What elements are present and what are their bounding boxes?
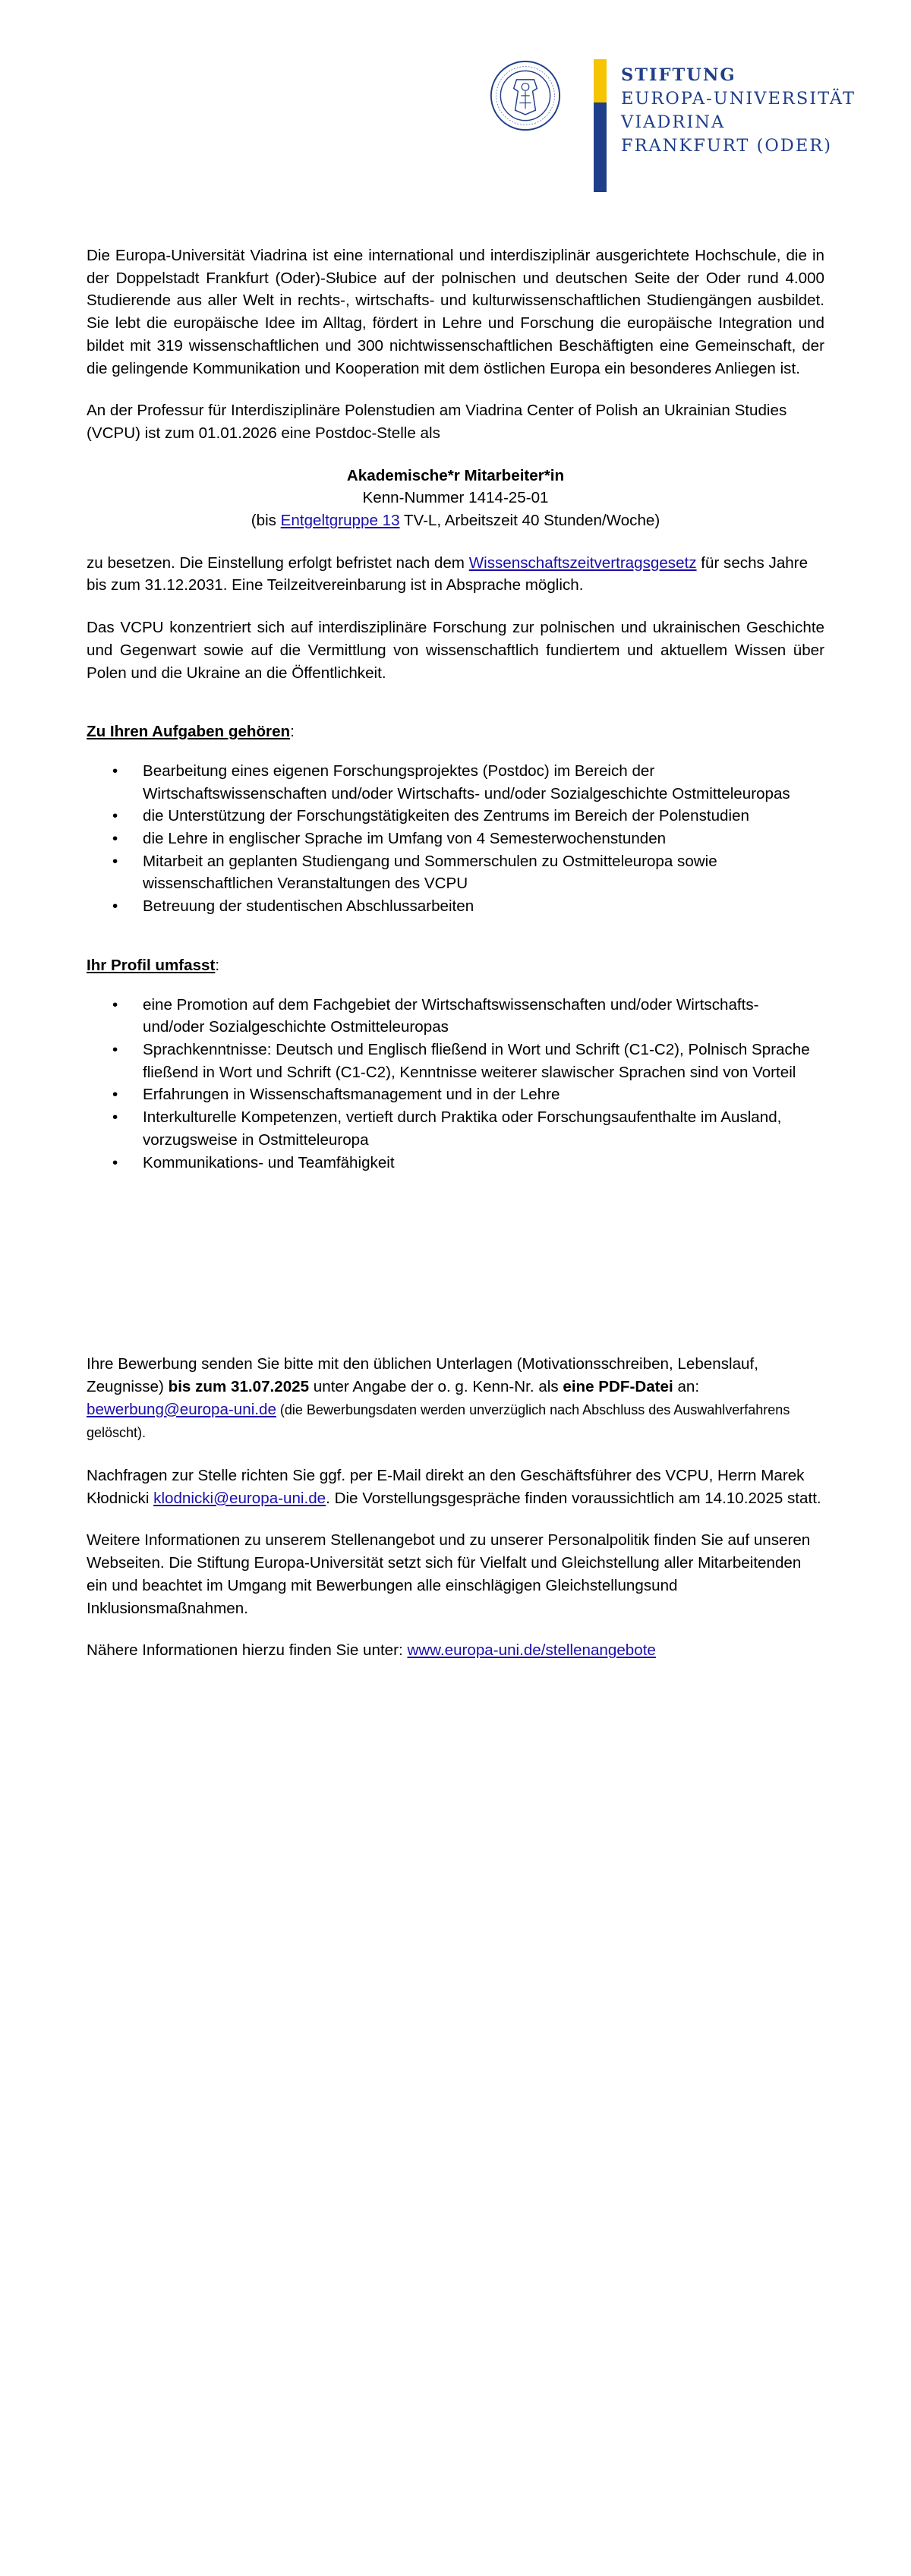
list-item: • Betreuung der studentischen Abschlussarbeiten: [87, 895, 824, 918]
diversity-paragraph: Weitere Informationen zu unserem Stellenangebot und zu unserer Personalpolitik finden Sie auf unseren Webseiten. Die Stiftung Europa-Universität setzt sich für Vielfalt und Gleichstellung aller Mitarbeitenden ein und beachtet im Umgang mit Bewerbungen alle einschlägigen Gleichstellungsund Inklusionsmaßnahmen.: [87, 1531, 811, 1617]
logo-wordmark: [621, 64, 856, 158]
university-seal-icon: [489, 59, 562, 132]
profile-heading: Ihr Profil umfasst:: [87, 956, 220, 974]
position-kenn-number: Kenn-Nummer 1414-25-01: [362, 489, 549, 507]
job-offers-link[interactable]: www.europa-uni.de/stellenangebote: [407, 1641, 656, 1660]
list-item: • Mitarbeit an geplanten Studiengang und Sommerschulen zu Ostmitteleuropa sowie wissenschaftlichen Veranstaltungen des VCPU: [87, 850, 824, 895]
list-item: • Erfahrungen in Wissenschaftsmanagement und in der Lehre: [87, 1083, 824, 1106]
contact-email-link[interactable]: klodnicki@europa-uni.de: [153, 1489, 326, 1507]
list-item: • eine Promotion auf dem Fachgebiet der Wirtschaftswissenschaften und/oder Wirtschafts- und/oder Sozialgeschichte Ostmitteleuropas: [87, 994, 824, 1039]
list-item: • die Lehre in englischer Sprache im Umfang von 4 Semesterwochenstunden: [87, 828, 824, 850]
fill-paragraph: zu besetzen. Die Einstellung erfolgt befristet nach dem Wissenschaftszeitvertragsgesetz für sechs Jahre bis zum 31.12.2031. Eine Teilzeitvereinbarung ist in Absprache möglich.: [87, 553, 809, 594]
list-item: • die Unterstützung der Forschungstätigkeiten des Zentrums im Bereich der Polenstudien: [87, 805, 824, 828]
logo-bar-blue: [594, 102, 607, 192]
logo-line-4: FRANKFURT (ODER): [621, 136, 832, 156]
logo-line-3: VIADRINA: [621, 112, 726, 132]
more-info-paragraph: Nähere Informationen hierzu finden Sie unter: www.europa-uni.de/stellenangebote: [87, 1641, 656, 1660]
list-item: • Kommunikations- und Teamfähigkeit: [87, 1152, 824, 1174]
vcpu-paragraph: Das VCPU konzentriert sich auf interdisziplinäre Forschung zur polnischen und ukrainischen Geschichte und Gegenwart sowie auf die Vermittlung von wissenschaftlich fundiertem und aktuellem Wissen über Polen und die Ukraine an die Öffentlichkeit.: [87, 619, 824, 682]
wisszeitvg-link[interactable]: Wissenschaftszeitvertragsgesetz: [468, 553, 697, 572]
application-paragraph: Ihre Bewerbung senden Sie bitte mit den üblichen Unterlagen (Motivationsschreiben, Lebenslauf, Zeugnisse) bis zum 31.07.2025 unter Angabe der o. g. Kenn-Nr. als eine PDF-Datei an: bewerbung@europa-uni.de (die Bewerbungsdaten werden unverzüglich nach Abschluss des Auswahlverfahrens gelöscht).: [87, 1355, 790, 1441]
application-email-link[interactable]: bewerbung@europa-uni.de: [87, 1400, 276, 1418]
list-item: • Sprachkenntnisse: Deutsch und Englisch fließend in Wort und Schrift (C1-C2), Polnisch Sprache fließend in Wort und Schrift (C1-C2), Kenntnisse weiterer slawischer Sprachen sind von Vorteil: [87, 1039, 824, 1083]
logo-line-1: STIFTUNG: [621, 65, 736, 85]
list-item: • Bearbeitung eines eigenen Forschungsprojektes (Postdoc) im Bereich der Wirtschaftswissenschaften und/oder Wirtschafts- und/oder Sozialgeschichte Ostmitteleuropas: [87, 760, 824, 805]
position-title: Akademische*r Mitarbeiter*in: [346, 466, 565, 484]
list-item: • Interkulturelle Kompetenzen, vertieft durch Praktika oder Forschungsaufenthalte im Ausland, vorzugsweise in Ostmitteleuropa: [87, 1106, 824, 1151]
logo-bar-yellow: [594, 59, 607, 102]
profile-list: [87, 994, 824, 1174]
application-deadline: bis zum 31.07.2025: [168, 1377, 310, 1395]
contact-paragraph: Nachfragen zur Stelle richten Sie ggf. per E-Mail direkt an den Geschäftsführer des VCPU, Herrn Marek Kłodnicki klodnicki@europa-uni.de. Die Vorstellungsgespräche finden voraussichtlich am 14.10.2025 statt.: [87, 1467, 821, 1507]
application-pdf-note: eine PDF-Datei: [563, 1377, 673, 1395]
posting-content: [87, 244, 824, 1662]
university-logo[interactable]: [489, 59, 884, 192]
tasks-list: [87, 760, 824, 918]
position-intro-paragraph: An der Professur für Interdisziplinäre Polenstudien am Viadrina Center of Polish an Ukrainian Studies (VCPU) ist zum 01.01.2026 eine Postdoc-Stelle als: [87, 402, 787, 442]
tasks-heading: Zu Ihren Aufgaben gehören:: [87, 723, 295, 741]
position-block: [87, 465, 824, 532]
intro-paragraph: Die Europa-Universität Viadrina ist eine international und interdisziplinär ausgerichtete Hochschule, die in der Doppelstadt Frankfurt (Oder)-Słubice auf der polnischen und deutschen Seite der Oder rund 4.000 Studierende aus aller Welt in rechts-, wirtschafts- und kulturwissenschaftlichen Studiengängen ausbildet. Sie lebt die europäische Idee im Alltag, fördert in Lehre und Forschung die europäische Integration und bildet mit 319 wissenschaftlichen und 300 nichtwissenschaftlichen Beschäftigten eine Gemeinschaft, der die gelingende Kommunikation und Kooperation mit dem östlichen Europa ein besonderes Anliegen ist.: [87, 247, 824, 377]
logo-line-2: EUROPA-UNIVERSITÄT: [621, 89, 856, 109]
position-pay: (bis Entgeltgruppe 13 TV-L, Arbeitszeit 40 Stunden/Woche): [251, 512, 660, 530]
pay-grade-link[interactable]: Entgeltgruppe 13: [280, 512, 400, 530]
